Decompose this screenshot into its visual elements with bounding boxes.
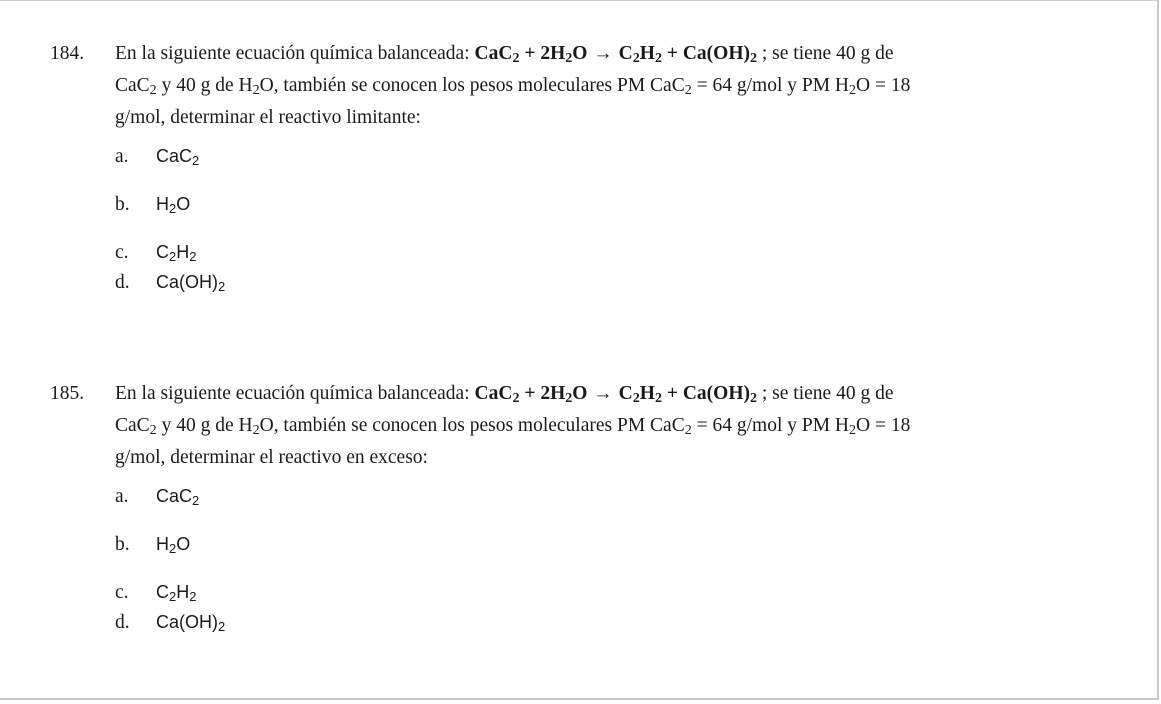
balanced-equation: $CaC_2 + 2H_2O \to C_2H_2 + Ca(OH)_2$ (475, 383, 758, 404)
stem-text: ; se tiene 40 g de (757, 383, 894, 404)
option-formula: CaC$_2$ (156, 146, 200, 168)
option-formula: $C_2H_2$ (156, 582, 197, 604)
option-d[interactable] (115, 270, 225, 295)
formula-h2o: $H_2O$ (834, 415, 871, 439)
formula-h2o: $H_2O$ (238, 415, 274, 439)
question-stem (50, 378, 1125, 474)
reaction-arrow-icon: → (593, 383, 613, 404)
formula-cac2: CaC$_2$ (650, 415, 692, 439)
option-formula: CaC$_2$ (156, 486, 200, 508)
stem-line-2: CaC$_2$ y 40 g de $H_2O$, también se conocen los pesos moleculares PM CaC$_2$ = 64 g/mol y PM $H_2O = 18$ (115, 75, 911, 99)
option-letter: d. (115, 612, 130, 633)
formula-cac2: CaC$_2$ (650, 75, 692, 99)
option-formula: $H_2O$ (156, 194, 191, 216)
question-number: 184. (50, 43, 85, 64)
option-a[interactable] (115, 484, 199, 509)
option-letter: a. (115, 486, 129, 507)
option-a[interactable] (115, 144, 199, 169)
option-letter: b. (115, 534, 130, 555)
formula-cac2: CaC$_2$ (115, 75, 157, 99)
formula-h2o: $H_2O$ (238, 75, 274, 99)
option-b[interactable] (115, 192, 190, 217)
option-c[interactable] (115, 240, 196, 265)
option-letter: c. (115, 242, 129, 263)
stem-line-2: CaC$_2$ y 40 g de $H_2O$, también se conocen los pesos moleculares PM CaC$_2$ = 64 g/mol y PM $H_2O = 18$ (115, 415, 911, 439)
option-letter: b. (115, 194, 130, 215)
formula-h2o: $H_2O$ (834, 75, 871, 99)
option-formula: $C_2H_2$ (156, 242, 197, 264)
option-b[interactable] (115, 532, 190, 557)
option-formula: $Ca(OH)_2$ (156, 272, 226, 294)
formula-cac2: CaC$_2$ (115, 415, 157, 439)
stem-text: En la siguiente ecuación química balanceada: (115, 383, 475, 404)
balanced-equation: $CaC_2 + 2H_2O \to C_2H_2 + Ca(OH)_2$ (475, 43, 758, 64)
stem-line-3: g/mol, determinar el reactivo en exceso: (115, 447, 428, 468)
option-letter: c. (115, 582, 129, 603)
question-stem (50, 38, 1125, 134)
reaction-arrow-icon: → (593, 43, 613, 64)
stem-line-1 (50, 38, 1125, 70)
stem-line-3: g/mol, determinar el reactivo limitante: (115, 107, 421, 128)
stem-text: ; se tiene 40 g de (757, 43, 894, 64)
question-number: 185. (50, 383, 85, 404)
stem-text: En la siguiente ecuación química balanceada: (115, 43, 475, 64)
option-letter: d. (115, 272, 130, 293)
stem-line-1 (50, 378, 1125, 410)
option-formula: $Ca(OH)_2$ (156, 612, 226, 634)
option-d[interactable] (115, 610, 225, 635)
option-formula: $H_2O$ (156, 534, 191, 556)
option-letter: a. (115, 146, 129, 167)
option-c[interactable] (115, 580, 196, 605)
